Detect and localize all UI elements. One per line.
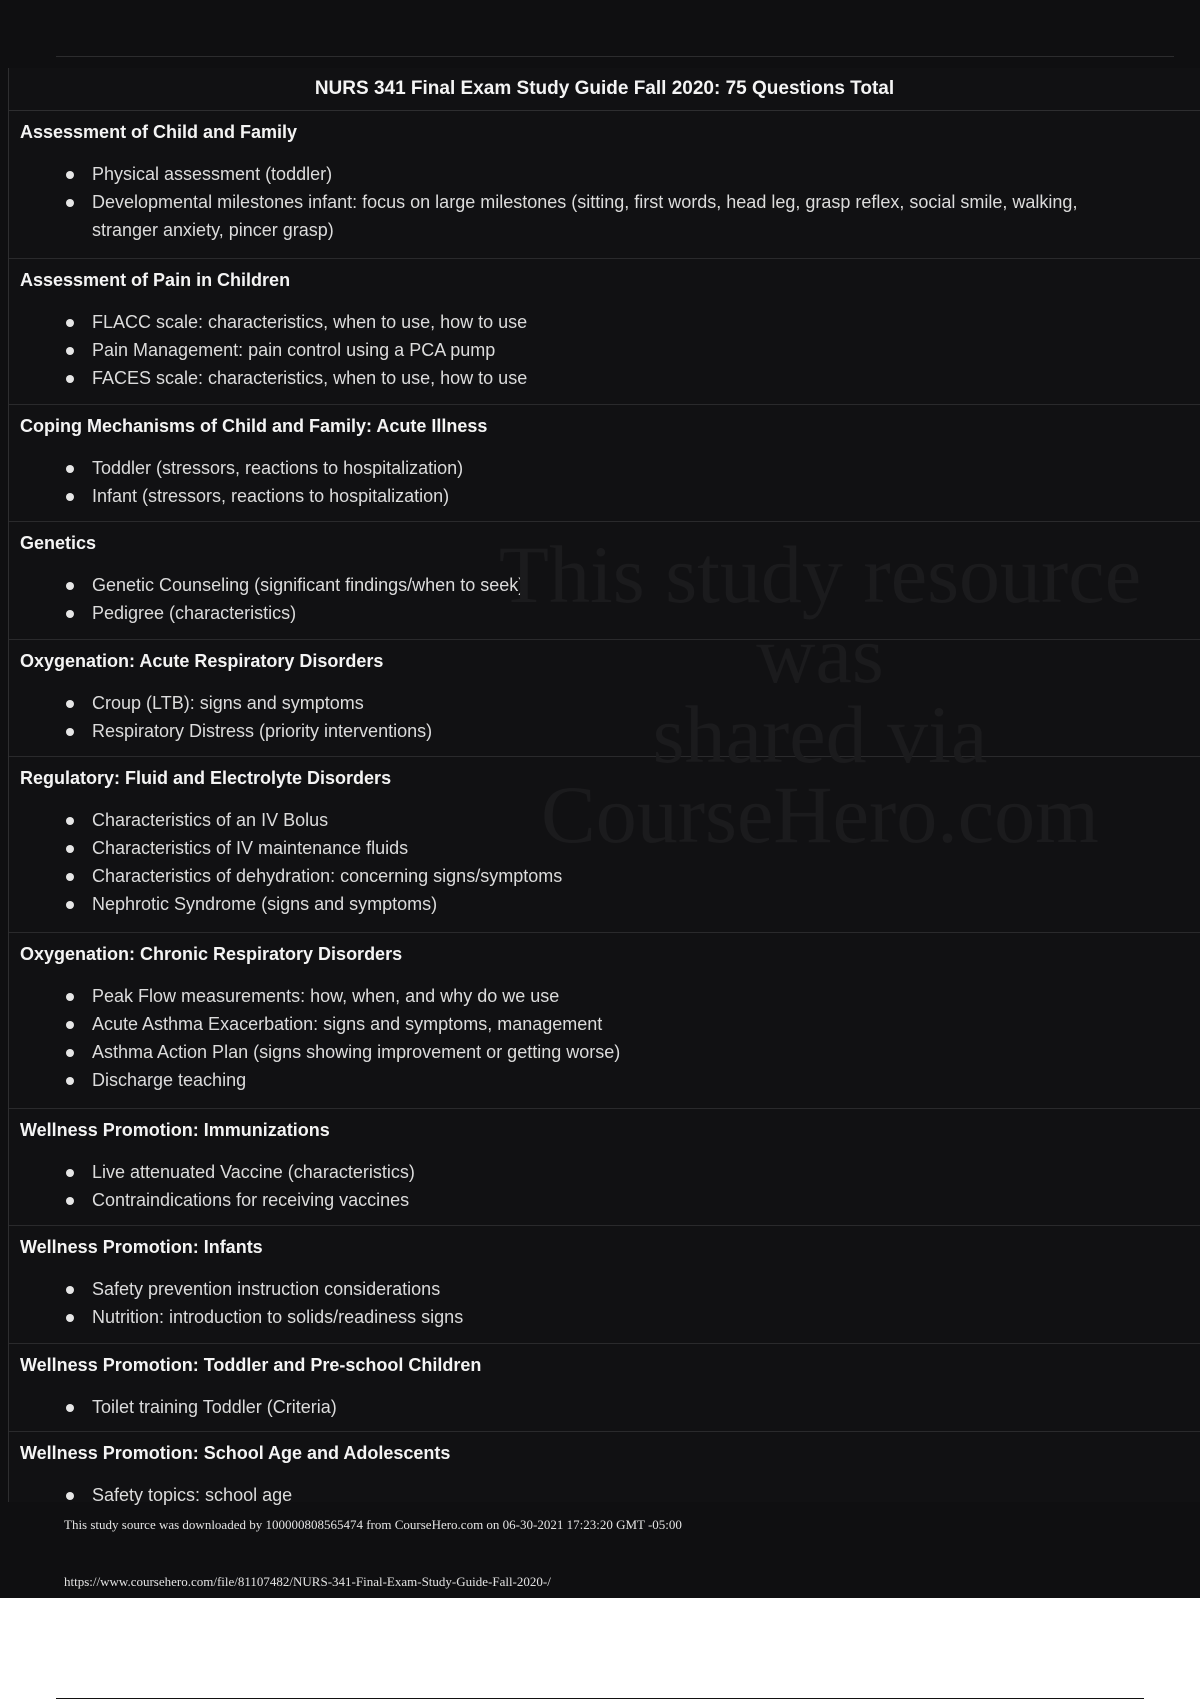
section-acute-respiratory (9, 640, 1200, 757)
item-list (20, 806, 1200, 918)
section-heading: Wellness Promotion: Toddler and Pre-school Children (20, 1355, 482, 1375)
item-text: FACES scale: characteristics, when to use, how to use (92, 368, 528, 388)
bottom-divider (56, 1698, 1144, 1699)
item-text: Croup (LTB): signs and symptoms (92, 693, 364, 713)
item-text: Pedigree (characteristics) (92, 603, 297, 623)
item-text: Toddler (stressors, reactions to hospitalization) (92, 458, 464, 478)
bullet-icon (66, 199, 74, 207)
section-school-age-adolescents (9, 1432, 1200, 1505)
source-url-link[interactable]: https://www.coursehero.com/file/81107482/NURS-341-Final-Exam-Study-Guide-Fall-2020-/ (64, 1574, 551, 1589)
list-item (20, 308, 1200, 336)
list-item (20, 982, 1200, 1010)
watermark-line: CourseHero.com (541, 769, 1099, 860)
item-text: Acute Asthma Exacerbation: signs and symptoms, management (92, 1014, 603, 1034)
list-item (20, 834, 1200, 862)
item-list (20, 160, 1200, 244)
section-heading: Wellness Promotion: Immunizations (20, 1120, 330, 1140)
bullet-icon (66, 347, 74, 355)
bullet-icon (66, 610, 74, 618)
bullet-icon (66, 993, 74, 1001)
bullet-icon (66, 845, 74, 853)
list-item (20, 1158, 1200, 1186)
section-heading: Genetics (20, 533, 97, 553)
bullet-icon (66, 1077, 74, 1085)
section-infants (9, 1226, 1200, 1344)
list-item (20, 689, 1200, 717)
bullet-icon (66, 1049, 74, 1057)
section-heading: Assessment of Child and Family (20, 122, 298, 142)
watermark-line: This study resource was (498, 529, 1142, 700)
watermark-line: shared via (652, 689, 988, 780)
item-text: Live attenuated Vaccine (characteristics) (92, 1162, 415, 1182)
bullet-icon (66, 319, 74, 327)
title-row (9, 68, 1200, 111)
item-text: Nephrotic Syndrome (signs and symptoms) (92, 894, 438, 914)
item-list (20, 454, 1200, 510)
item-text: Safety topics: school age (92, 1485, 293, 1505)
section-immunizations (9, 1109, 1200, 1226)
top-divider (56, 56, 1174, 57)
item-list (20, 1158, 1200, 1214)
section-heading: Wellness Promotion: Infants (20, 1237, 263, 1257)
list-item (20, 1038, 1200, 1066)
bullet-icon (66, 1021, 74, 1029)
item-text: Characteristics of an IV Bolus (92, 810, 329, 830)
section-fluid-electrolyte (9, 757, 1200, 933)
item-text: Nutrition: introduction to solids/readiness signs (92, 1307, 464, 1327)
list-item (20, 364, 1200, 392)
list-item (20, 1066, 1200, 1094)
item-text: Contraindications for receiving vaccines (92, 1190, 410, 1210)
section-assessment-pain (9, 259, 1200, 405)
list-item (20, 482, 1200, 510)
bullet-icon (66, 1314, 74, 1322)
section-heading: Coping Mechanisms of Child and Family: Acute Illness (20, 416, 488, 436)
bullet-icon (66, 1197, 74, 1205)
item-text: Physical assessment (toddler) (92, 164, 333, 184)
section-heading: Oxygenation: Acute Respiratory Disorders (20, 651, 384, 671)
item-list (20, 1275, 1200, 1331)
section-chronic-respiratory (9, 933, 1200, 1109)
download-notice: This study source was downloaded by 100000808565474 from CourseHero.com on 06-30-2021 17:23:20 GMT -05:00 (64, 1517, 682, 1532)
list-item (20, 890, 1200, 918)
item-list (20, 571, 1200, 627)
list-item (20, 336, 1200, 364)
document-title: NURS 341 Final Exam Study Guide Fall 2020: 75 Questions Total (314, 78, 895, 99)
item-text: Infant (stressors, reactions to hospitalization) (92, 486, 450, 506)
list-item (20, 806, 1200, 834)
section-assessment-child-family (9, 111, 1200, 259)
item-list (20, 308, 1200, 392)
item-text: Peak Flow measurements: how, when, and why do we use (92, 986, 560, 1006)
section-heading: Assessment of Pain in Children (20, 270, 291, 290)
item-list (20, 689, 1200, 745)
item-list (20, 1481, 1200, 1509)
list-item (20, 1481, 1200, 1509)
bullet-icon (66, 873, 74, 881)
bullet-icon (66, 728, 74, 736)
list-item (20, 1275, 1200, 1303)
bullet-icon (66, 1492, 74, 1500)
item-text: Safety prevention instruction considerations (92, 1279, 441, 1299)
section-heading: Oxygenation: Chronic Respiratory Disorders (20, 944, 403, 964)
list-item (20, 188, 1200, 244)
section-toddler-preschool (9, 1344, 1200, 1432)
item-text: Respiratory Distress (priority interventions) (92, 721, 433, 741)
list-item (20, 1393, 1200, 1421)
item-text: FLACC scale: characteristics, when to use, how to use (92, 312, 528, 332)
list-item (20, 862, 1200, 890)
list-item (20, 571, 1200, 599)
list-item (20, 1303, 1200, 1331)
bullet-icon (66, 1404, 74, 1412)
item-text: Asthma Action Plan (signs showing improvement or getting worse) (92, 1042, 621, 1062)
list-item (20, 599, 1200, 627)
bullet-icon (66, 700, 74, 708)
item-list (20, 982, 1200, 1094)
list-item (20, 717, 1200, 745)
item-text: Characteristics of IV maintenance fluids (92, 838, 409, 858)
item-text: Developmental milestones infant: focus on large milestones (sitting, first words, head leg, grasp reflex, social smile, walking, stranger anxiety, pincer grasp) (92, 192, 1078, 240)
list-item (20, 454, 1200, 482)
bullet-icon (66, 171, 74, 179)
bullet-icon (66, 493, 74, 501)
item-text: Genetic Counseling (significant findings/when to seek) (92, 575, 525, 595)
study-guide-table (8, 68, 1200, 1505)
item-text: Discharge teaching (92, 1070, 247, 1090)
bullet-icon (66, 901, 74, 909)
section-heading: Wellness Promotion: School Age and Adolescents (20, 1443, 451, 1463)
item-text: Pain Management: pain control using a PCA pump (92, 340, 496, 360)
bullet-icon (66, 817, 74, 825)
bullet-icon (66, 375, 74, 383)
bullet-icon (66, 465, 74, 473)
section-heading: Regulatory: Fluid and Electrolyte Disorders (20, 768, 392, 788)
bullet-icon (66, 1286, 74, 1294)
item-list (20, 1393, 1200, 1421)
item-text: Toilet training Toddler (Criteria) (92, 1397, 337, 1417)
list-item (20, 1010, 1200, 1038)
list-item (20, 1186, 1200, 1214)
bullet-icon (66, 582, 74, 590)
list-item (20, 160, 1200, 188)
section-coping-mechanisms (9, 405, 1200, 522)
bullet-icon (66, 1169, 74, 1177)
section-genetics (9, 522, 1200, 640)
item-text: Characteristics of dehydration: concerning signs/symptoms (92, 866, 563, 886)
